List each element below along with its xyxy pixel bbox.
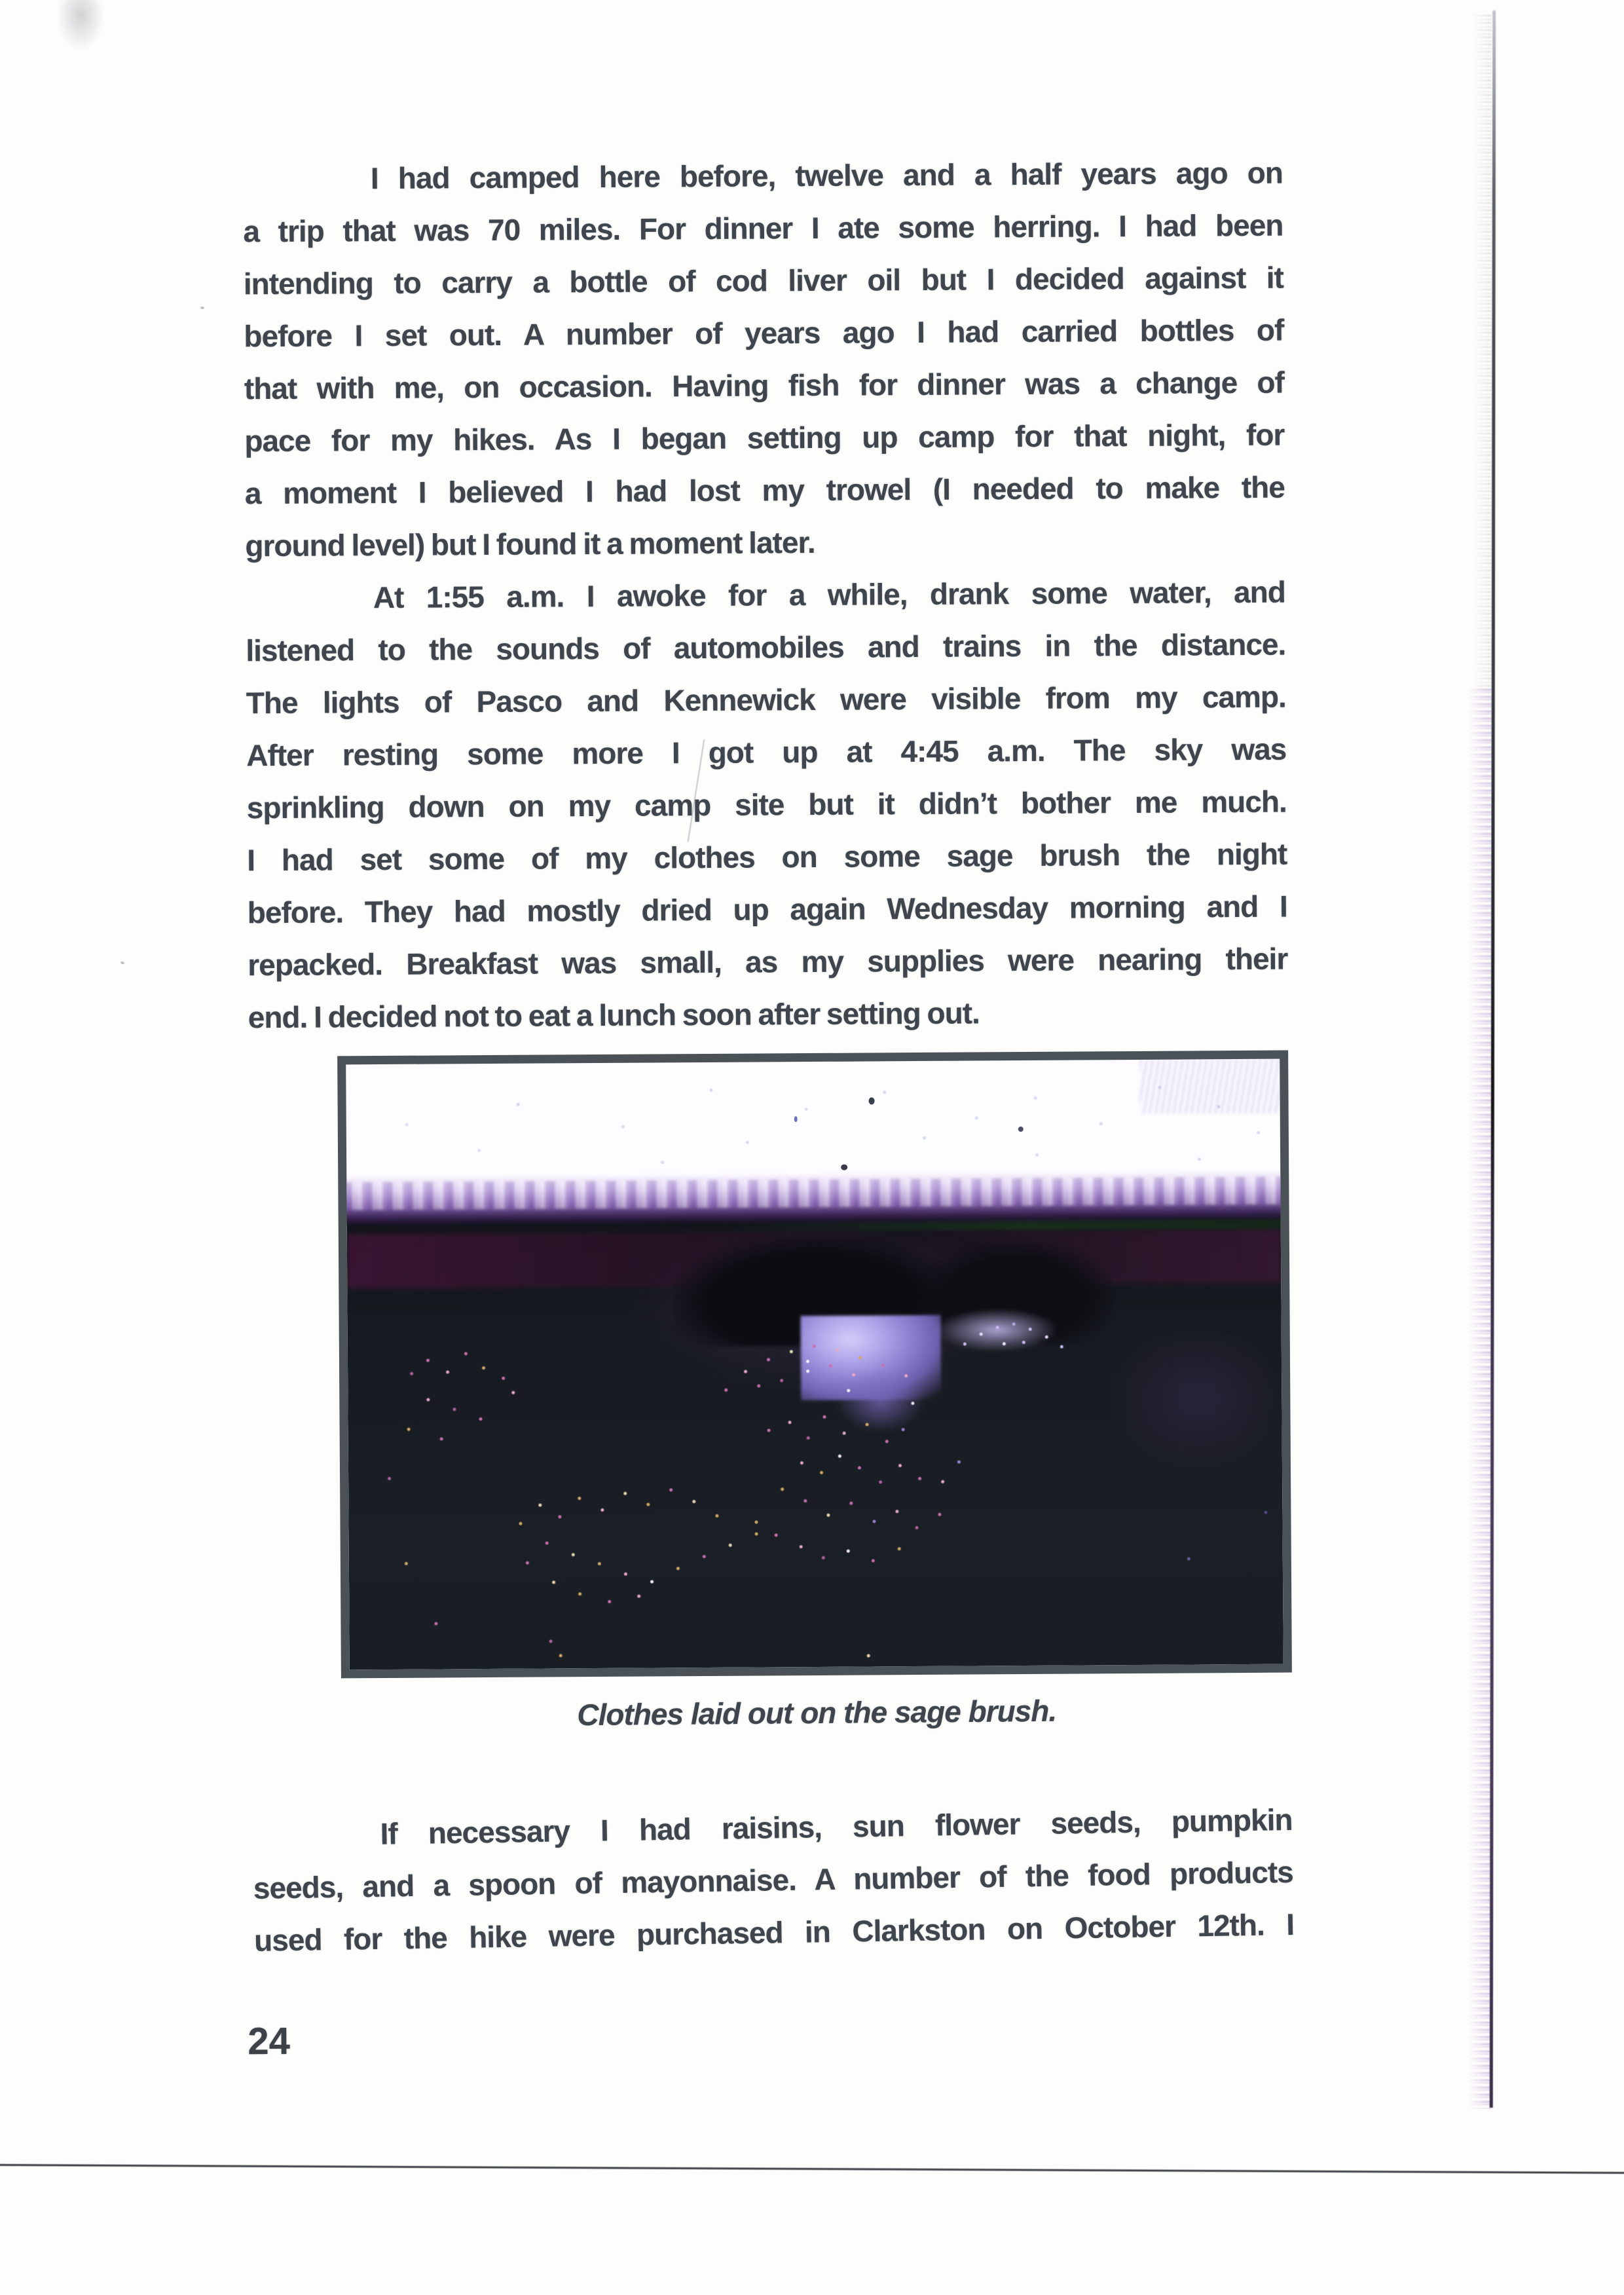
paragraph-night-awake (246, 566, 1288, 1044)
figure-block (337, 1051, 1292, 1734)
text-line: used for the hike were purchased in Clarkston on October 12th. I (253, 1907, 1295, 1958)
text-line: sprinkling down on my camp site but it didn’t bother me much. (246, 784, 1287, 825)
photo-clothes-fold (838, 1370, 923, 1430)
sky-fleck (869, 1097, 875, 1104)
text-line: before I set out. A number of years ago I had carried bottles of (244, 312, 1284, 354)
photo-corner-noise (1139, 1059, 1280, 1114)
sky-fleck (794, 1116, 798, 1122)
text-line: a moment I believed I had lost my trowel (I needed to make the (244, 470, 1285, 511)
text-line: I had set some of my clothes on some sage brush the night (247, 836, 1287, 878)
text-line: I had camped here before, twelve and a half years ago on (370, 155, 1283, 196)
photo-clothes-on-sagebrush (337, 1051, 1292, 1679)
text-line: If necessary I had raisins, sun flower seeds, pumpkin (380, 1802, 1293, 1851)
text-line: that with me, on occasion. Having fish for dinner was a change of (244, 365, 1285, 406)
photo-light-rim (936, 1309, 1058, 1352)
paragraph-camped-before (243, 147, 1285, 572)
photo-purple-patch (1113, 1325, 1282, 1471)
text-line: After resting some more I got up at 4:45 a.m. The sky was (246, 732, 1287, 773)
photo-horizon-speckle (337, 1177, 1290, 1210)
text-line: pace for my hikes. As I began setting up camp for that night, for (244, 417, 1285, 458)
page-number: 24 (248, 2019, 291, 2063)
text-line: intending to carry a bottle of cod liver oil but I decided against it (243, 260, 1284, 301)
sky-fleck (841, 1165, 847, 1170)
book-edge-fuzz-top (1472, 13, 1492, 688)
text-line: listened to the sounds of automobiles and trains in the distance. (246, 627, 1286, 668)
paragraph-food-supplies (252, 1793, 1295, 1967)
photo-caption: Clothes laid out on the sage brush. (577, 1693, 1057, 1732)
text-line: At 1:55 a.m. I awoke for a while, drank some water, and (373, 574, 1285, 615)
speckle-cluster-right (346, 1064, 349, 1068)
text-line: seeds, and a spoon of mayonnaise. A number of the food products (253, 1854, 1294, 1905)
sky-fleck (1018, 1127, 1024, 1132)
book-edge-fuzz-purple (1468, 688, 1492, 2109)
text-line: a trip that was 70 miles. For dinner I ate some herring. I had been (243, 208, 1283, 249)
text-line: end. I decided not to eat a lunch soon after setting out. (248, 996, 980, 1035)
text-line: repacked. Breakfast was small, as my supplies were nearing their (248, 941, 1288, 982)
text-line: ground level) but I found it a moment later. (245, 525, 815, 563)
text-column (242, 0, 1295, 2063)
text-line: The lights of Pasco and Kennewick were visible from my camp. (246, 679, 1286, 720)
text-line: before. They had mostly dried up again Wednesday morning and I (247, 889, 1287, 930)
